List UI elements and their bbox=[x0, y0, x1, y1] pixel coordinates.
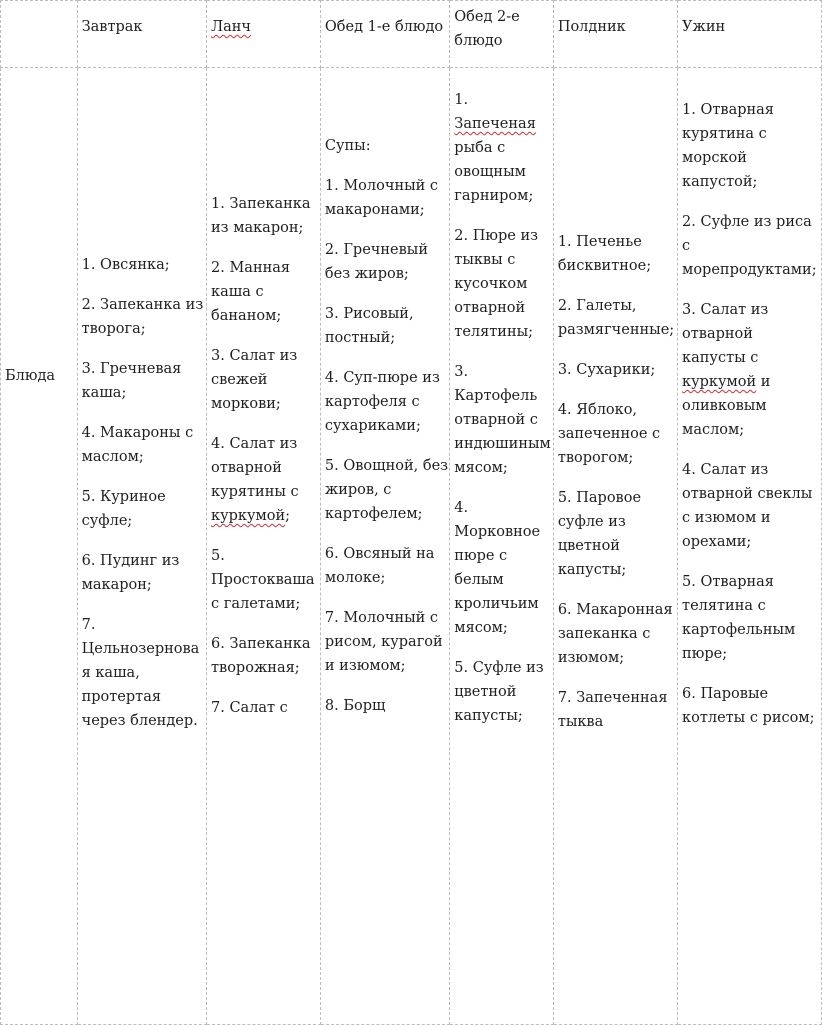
header-empty bbox=[1, 1, 78, 68]
header-supper: Ужин bbox=[678, 1, 822, 68]
snack-item: 7. Запеченная тыква bbox=[557, 690, 668, 730]
dishes-row bbox=[1, 68, 822, 1025]
dinner-first-item: 2. Гречневый без жиров; bbox=[324, 242, 428, 282]
lunch-cell bbox=[207, 68, 321, 1025]
lunch-item: 6. Запеканка творожная; bbox=[211, 636, 311, 676]
supper-item: 4. Салат из отварной свеклы с изюмом и орехами; bbox=[682, 462, 813, 550]
dinner-first-item: 6. Овсяный на молоке; bbox=[324, 546, 435, 586]
dinner-first-list bbox=[325, 174, 449, 718]
supper-item: 2. Суфле из риса с морепродуктами; bbox=[682, 214, 817, 278]
dinner-second-item: 1. Запеченая рыба с овощным гарниром; bbox=[454, 92, 536, 204]
dinner-second-cell bbox=[450, 68, 554, 1025]
supper-item: 1. Отварная курятина с морской капустой; bbox=[682, 102, 774, 190]
supper-cell bbox=[678, 68, 822, 1025]
header-lunch-text: Ланч bbox=[211, 19, 252, 35]
snack-list bbox=[558, 230, 677, 734]
dinner-first-item: 7. Молочный с рисом, курагой и изюмом; bbox=[324, 610, 443, 674]
dinner-second-list bbox=[454, 88, 553, 728]
header-snack: Полдник bbox=[553, 1, 677, 68]
breakfast-item: 7. Цельнозерновая каша, протертая через блендер. bbox=[81, 617, 200, 729]
breakfast-list bbox=[82, 253, 206, 733]
header-dinner-first: Обед 1-е блюдо bbox=[320, 1, 449, 68]
lunch-item: 5. Простокваша с галетами; bbox=[211, 548, 315, 612]
snack-item: 2. Галеты, размягченные; bbox=[557, 298, 675, 338]
header-breakfast: Завтрак bbox=[77, 1, 206, 68]
breakfast-cell bbox=[77, 68, 206, 1025]
lunch-item: 4. Салат из отварной курятины с куркумой; bbox=[211, 436, 299, 524]
supper-list bbox=[682, 98, 821, 730]
breakfast-item: 6. Пудинг из макарон; bbox=[81, 553, 180, 593]
header-row bbox=[1, 1, 822, 68]
supper-item: 5. Отварная телятина с картофельным пюре; bbox=[682, 574, 796, 662]
snack-item: 3. Сухарики; bbox=[557, 362, 656, 378]
lunch-item: 3. Салат из свежей моркови; bbox=[211, 348, 298, 412]
dinner-second-item: 2. Пюре из тыквы с кусочком отварной телятины; bbox=[454, 228, 539, 340]
supper-item: 6. Паровые котлеты с рисом; bbox=[682, 686, 815, 726]
breakfast-item: 1. Овсянка; bbox=[81, 257, 170, 273]
dinner-first-item: 4. Суп-пюре из картофеля с сухариками; bbox=[324, 370, 440, 434]
row-label: Блюда bbox=[1, 68, 78, 1025]
dinner-second-item: 3. Картофель отварной с индюшиным мясом; bbox=[454, 364, 551, 476]
dinner-second-item: 4. Морковное пюре с белым кроличьим мясом; bbox=[454, 500, 541, 636]
dinner-second-item: 5. Суфле из цветной капусты; bbox=[454, 660, 544, 724]
lunch-list bbox=[211, 192, 320, 720]
snack-cell bbox=[553, 68, 677, 1025]
dinner-first-item: 3. Рисовый, постный; bbox=[324, 306, 414, 346]
breakfast-item: 3. Гречневая каша; bbox=[81, 361, 182, 401]
lunch-item: 2. Манная каша с бананом; bbox=[211, 260, 291, 324]
snack-item: 4. Яблоко, запеченное с творогом; bbox=[557, 402, 661, 466]
breakfast-item: 2. Запеканка из творога; bbox=[81, 297, 204, 337]
breakfast-item: 4. Макароны с маслом; bbox=[81, 425, 194, 465]
lunch-item: 7. Салат с bbox=[211, 700, 288, 716]
lunch-item: 1. Запеканка из макарон; bbox=[211, 196, 311, 236]
dinner-first-item: 1. Молочный с макаронами; bbox=[324, 178, 439, 218]
dinner-first-cell bbox=[320, 68, 449, 1025]
supper-item: 3. Салат из отварной капусты с куркумой и оливковым маслом; bbox=[682, 302, 771, 438]
snack-item: 1. Печенье бисквитное; bbox=[557, 234, 652, 274]
soups-intro: Супы: bbox=[324, 138, 371, 154]
breakfast-item: 5. Куриное суфле; bbox=[81, 489, 166, 529]
header-lunch bbox=[207, 1, 321, 68]
header-dinner-second: Обед 2-е блюдо bbox=[450, 1, 554, 68]
dinner-first-item: 5. Овощной, без жиров, с картофелем; bbox=[324, 458, 449, 522]
snack-item: 6. Макаронная запеканка с изюмом; bbox=[557, 602, 673, 666]
dinner-first-item: 8. Борщ bbox=[324, 698, 386, 714]
snack-item: 5. Паровое суфле из цветной капусты; bbox=[557, 490, 642, 578]
